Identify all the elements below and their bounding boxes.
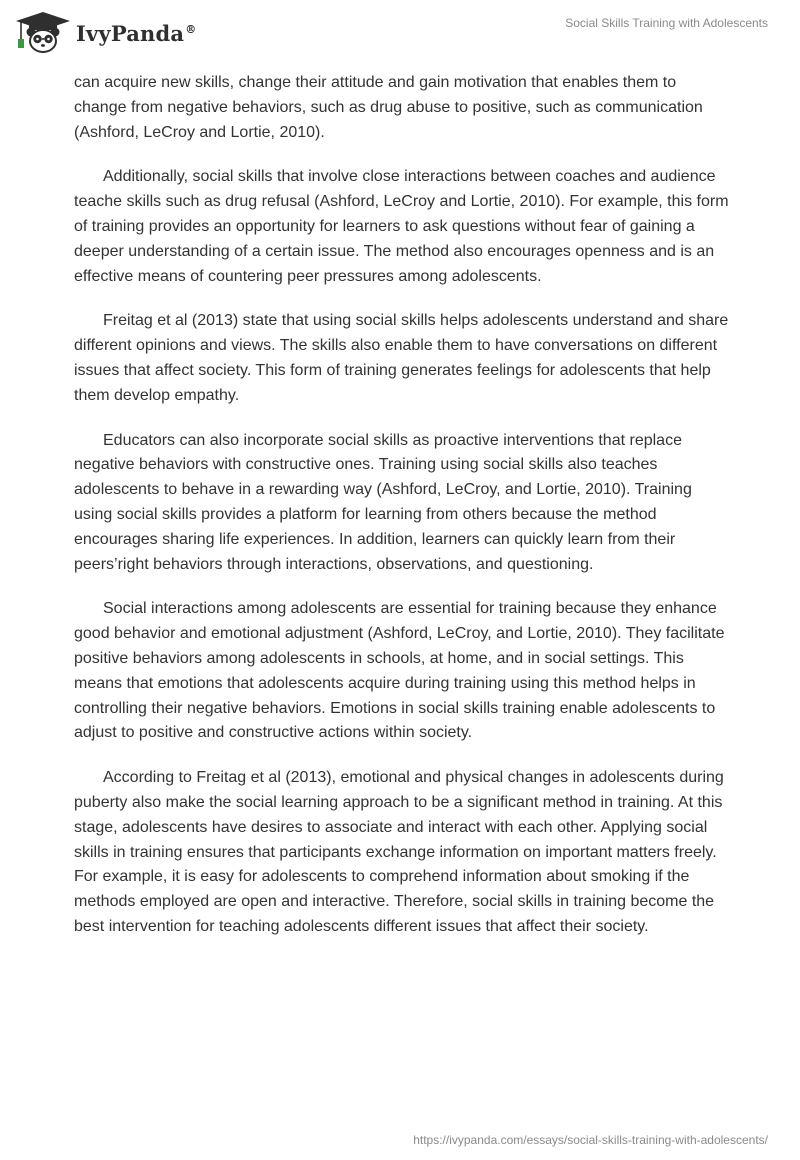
paragraph-continuation: can acquire new skills, change their attitude and gain motivation that enables them to change from negative behaviors, such as drug abuse to positive, such as communication (Ashford, LeCroy and Lortie, 2010). — [74, 74, 703, 141]
essay-body — [74, 71, 730, 960]
document-title: Social Skills Training with Adolescents — [565, 16, 768, 30]
source-url-link[interactable]: https://ivypanda.com/essays/social-skills-training-with-adolescents/ — [413, 1133, 768, 1147]
paragraph: Educators can also incorporate social skills as proactive interventions that replace negative behaviors with constructive ones. Training using social skills also teaches adolescents to behave in a rewarding way (Ashford, LeCroy, and Lortie, 2010). Training using social skills provides a platform for learning from others because the method encourages sharing life experiences. In addition, learners can quickly learn from their peers’right behaviors through interactions, observations, and questioning. — [74, 431, 692, 573]
paragraph: Social interactions among adolescents are essential for training because they enhance good behavior and emotional adjustment (Ashford, LeCroy, and Lortie, 2010). They facilitate positive behaviors among adolescents in schools, at home, and in social settings. This means that emotions that adolescents acquire during training using this method helps in controlling their negative behaviors. Emotions in social skills training enable adolescents to adjust to positive and constructive actions within society. — [74, 600, 725, 742]
ivypanda-logo[interactable] — [12, 10, 196, 54]
logo-wordmark: IvyPanda® — [76, 20, 197, 46]
panda-graduate-icon — [12, 10, 74, 54]
paragraph: According to Freitag et al (2013), emotional and physical changes in adolescents during puberty also make the social learning approach to be a significant method in training. At this stage, adolescents have desires to associate and interact with each other. Applying social skills in training ensures that participants exchange information on important matters freely. For example, it is easy for adolescents to comprehend information about smoking if the methods employed are open and interactive. Therefore, social skills in training become the best intervention for teaching adolescents different issues that affect their society. — [74, 769, 724, 935]
paragraph: Freitag et al (2013) state that using social skills helps adolescents understand and share different opinions and views. The skills also enable them to have conversations on different issues that affect society. This form of training generates feelings for adolescents that help them develop empathy. — [74, 312, 729, 404]
paragraph: Additionally, social skills that involve close interactions between coaches and audience teache skills such as drug refusal (Ashford, LeCroy and Lortie, 2010). For example, this form of training provides an opportunity for learners to ask questions without fear of gaining a deeper understanding of a certain issue. The method also encourages openness and is an effective means of countering peer pressures among adolescents. — [74, 168, 729, 285]
page-header — [0, 0, 800, 64]
